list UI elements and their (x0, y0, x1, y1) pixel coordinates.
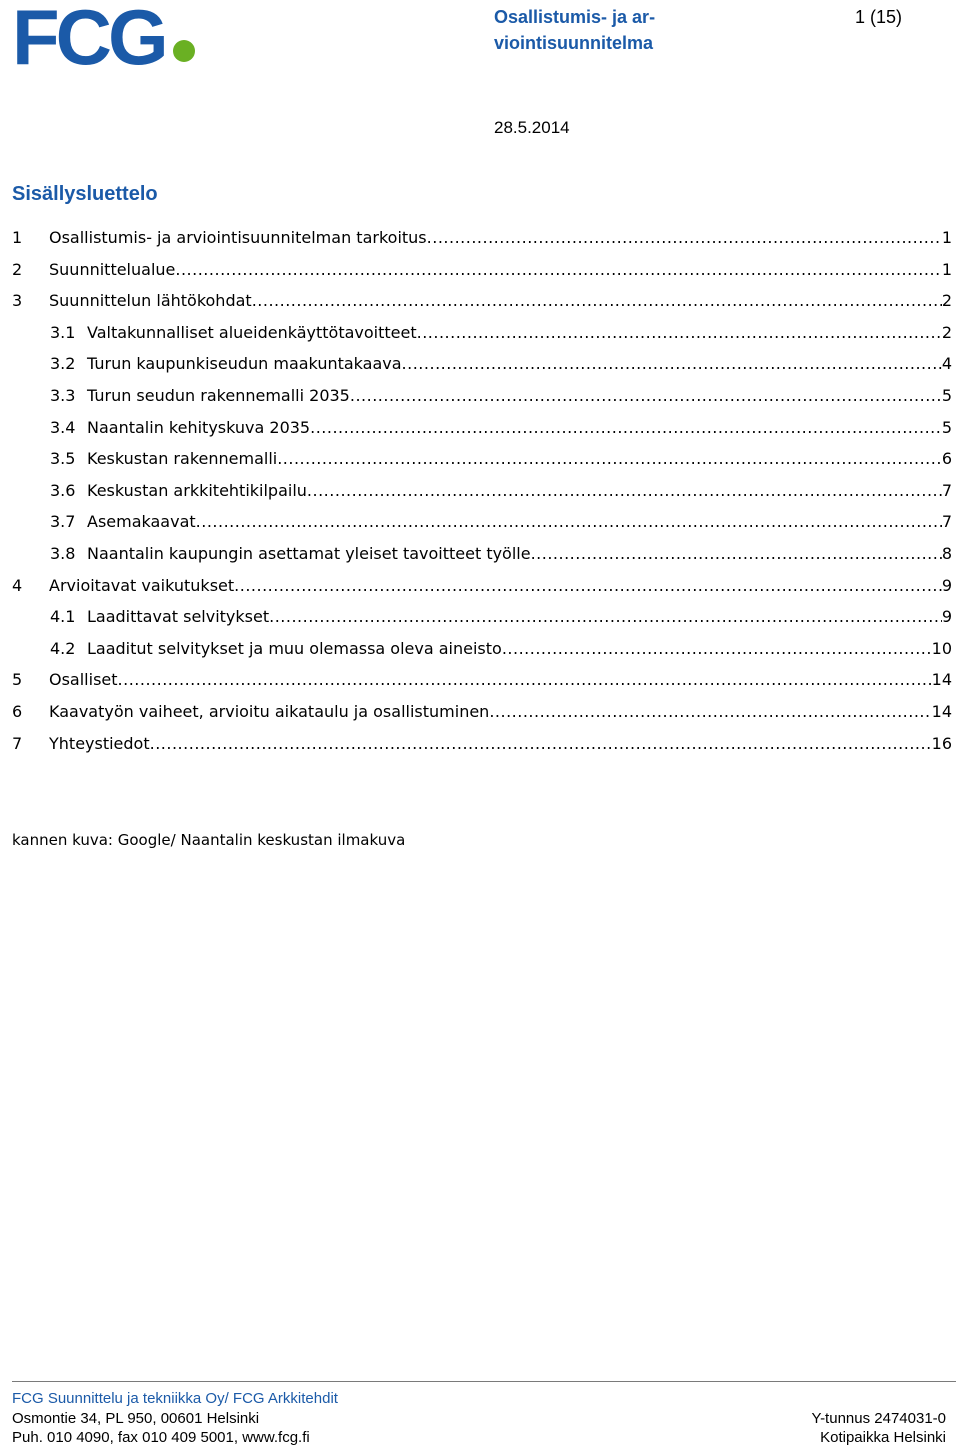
toc-entry-number: 4.1 (50, 607, 76, 627)
toc-entry-page: 2 (941, 291, 952, 311)
toc-entry[interactable] (12, 538, 952, 570)
toc-entry[interactable] (12, 380, 952, 412)
toc-entry[interactable] (12, 475, 952, 507)
toc-entry-number: 2 (12, 259, 23, 279)
toc-entry[interactable] (12, 443, 952, 475)
toc-entry[interactable] (12, 506, 952, 538)
toc-entry-page: 14 (931, 701, 952, 721)
toc-entry-number: 3.5 (50, 449, 76, 469)
toc-entry-number: 3 (12, 291, 23, 311)
document-title-line-1: Osallistumis- ja ar- (494, 7, 656, 27)
toc-heading: Sisällysluettelo (12, 183, 158, 205)
footer-contact: Puh. 010 4090, fax 010 409 5001, www.fcg.fi (12, 1429, 310, 1446)
toc-dot-leader (150, 728, 932, 760)
toc-entry[interactable] (12, 412, 952, 444)
toc-entry[interactable] (12, 728, 952, 760)
toc-dot-leader (196, 506, 942, 538)
toc-dot-leader (427, 222, 942, 254)
toc-dot-leader (277, 443, 942, 475)
toc-entry-title: Keskustan rakennemalli (87, 449, 278, 469)
toc-dot-leader (350, 380, 942, 412)
toc-entry-title: Naantalin kehityskuva 2035 (87, 417, 311, 437)
toc-entry-title: Kaavatyön vaiheet, arvioitu aikataulu ja osallistuminen (49, 701, 490, 721)
toc-entry-page: 5 (941, 385, 952, 405)
page-number: 1 (15) (855, 7, 903, 27)
table-of-contents (12, 222, 952, 759)
toc-entry-number: 3.1 (50, 322, 76, 342)
footer-address: Osmontie 34, PL 950, 00601 Helsinki (12, 1410, 260, 1427)
toc-entry-page: 8 (941, 543, 952, 563)
company-logo (12, 4, 198, 68)
toc-dot-leader (310, 412, 942, 444)
document-title (494, 4, 724, 56)
toc-dot-leader (269, 601, 942, 633)
cover-image-credit: kannen kuva: Google/ Naantalin keskustan ilmakuva (12, 831, 406, 849)
footer-business-id: Y-tunnus 2474031-0 (811, 1410, 946, 1427)
toc-entry[interactable] (12, 633, 952, 665)
toc-entry-title: Laaditut selvitykset ja muu olemassa oleva aineisto (87, 638, 502, 658)
toc-entry-number: 3.3 (50, 385, 76, 405)
toc-entry-title: Asemakaavat (87, 512, 196, 532)
toc-entry-number: 7 (12, 733, 23, 753)
toc-entry-title: Turun seudun rakennemalli 2035 (87, 385, 350, 405)
toc-dot-leader (417, 317, 942, 349)
toc-dot-leader (118, 664, 932, 696)
toc-entry-number: 3.6 (50, 480, 76, 500)
toc-dot-leader (402, 348, 942, 380)
toc-entry-page: 1 (941, 259, 952, 279)
toc-entry-number: 5 (12, 670, 23, 690)
toc-dot-leader (175, 254, 941, 286)
document-title-line-2: viointisuunnitelma (494, 33, 654, 53)
toc-entry-page: 5 (941, 417, 952, 437)
toc-entry-number: 3.4 (50, 417, 76, 437)
toc-entry-page: 9 (941, 607, 952, 627)
toc-entry-number: 4 (12, 575, 23, 595)
toc-entry-number: 3.7 (50, 512, 76, 532)
toc-dot-leader (531, 538, 942, 570)
toc-entry-page: 7 (941, 480, 952, 500)
toc-entry[interactable] (12, 317, 952, 349)
toc-entry-title: Yhteystiedot (49, 733, 150, 753)
toc-entry-title: Valtakunnalliset alueidenkäyttötavoitteet (87, 322, 417, 342)
toc-dot-leader (252, 285, 942, 317)
toc-entry-page: 14 (931, 670, 952, 690)
toc-entry-page: 4 (941, 354, 952, 374)
toc-entry-number: 6 (12, 701, 23, 721)
toc-entry-title: Keskustan arkkitehtikilpailu (87, 480, 307, 500)
toc-dot-leader (489, 696, 931, 728)
toc-dot-leader (502, 633, 932, 665)
toc-entry[interactable] (12, 664, 952, 696)
svg-text:FCG: FCG (12, 4, 165, 68)
toc-entry-number: 3.2 (50, 354, 76, 374)
toc-entry[interactable] (12, 254, 952, 286)
toc-entry-title: Naantalin kaupungin asettamat yleiset tavoitteet työlle (87, 543, 531, 563)
toc-entry-title: Osalliset (49, 670, 118, 690)
toc-entry-title: Laadittavat selvitykset (87, 607, 270, 627)
toc-entry[interactable] (12, 348, 952, 380)
footer-company-name: FCG Suunnittelu ja tekniikka Oy/ FCG Arkkitehdit (12, 1390, 338, 1407)
toc-entry-title: Osallistumis- ja arviointisuunnitelman tarkoitus (49, 228, 427, 247)
footer-divider (12, 1381, 956, 1382)
toc-entry[interactable] (12, 285, 952, 317)
footer-domicile: Kotipaikka Helsinki (820, 1429, 946, 1446)
toc-entry[interactable] (12, 222, 952, 254)
toc-entry[interactable] (12, 570, 952, 602)
toc-entry-title: Suunnittelualue (49, 259, 176, 279)
toc-entry[interactable] (12, 601, 952, 633)
toc-entry-page: 1 (941, 228, 952, 247)
toc-entry-page: 6 (941, 449, 952, 469)
toc-entry-number: 1 (12, 228, 23, 247)
toc-entry-page: 16 (931, 733, 952, 753)
toc-entry-title: Turun kaupunkiseudun maakuntakaava (87, 354, 402, 374)
toc-entry-title: Arvioitavat vaikutukset (49, 575, 235, 595)
toc-entry-number: 4.2 (50, 638, 76, 658)
toc-dot-leader (307, 475, 942, 507)
toc-entry-title: Suunnittelun lähtökohdat (49, 291, 252, 311)
toc-entry[interactable] (12, 696, 952, 728)
document-date: 28.5.2014 (494, 118, 570, 137)
toc-entry-number: 3.8 (50, 543, 76, 563)
fcg-logo-image (12, 4, 198, 68)
toc-entry-page: 9 (941, 575, 952, 595)
toc-entry-page: 2 (941, 322, 952, 342)
toc-entry-page: 7 (941, 512, 952, 532)
toc-entry-page: 10 (931, 638, 952, 658)
toc-dot-leader (234, 570, 942, 602)
